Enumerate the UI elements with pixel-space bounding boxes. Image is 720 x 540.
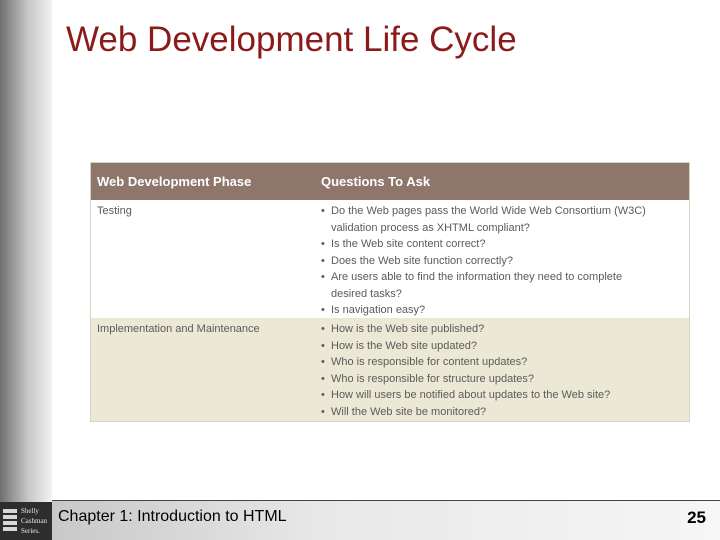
table-row	[91, 318, 689, 421]
list-item: • Who is responsible for content updates?	[321, 356, 528, 368]
list-item: • Is the Web site content correct?	[321, 238, 486, 250]
header-phase: Web Development Phase	[97, 174, 252, 189]
page-number: 25	[687, 508, 706, 527]
list-item: • How will users be notified about updates to the Web site?	[321, 389, 611, 401]
books-icon	[3, 509, 17, 535]
list-item: • Is navigation easy?	[321, 304, 426, 316]
header-questions: Questions To Ask	[321, 174, 431, 189]
list-item: • Does the Web site function correctly?	[321, 254, 513, 267]
list-item: • Who is responsible for structure updates?	[321, 372, 534, 385]
questions-list	[321, 321, 681, 420]
list-item: • Do the Web pages pass the World Wide Web Consortium (W3C) validation process as XHTML compliant?	[321, 205, 646, 234]
left-gradient-band	[0, 0, 52, 540]
questions-list	[321, 203, 681, 319]
series-logo	[0, 502, 52, 540]
phase-questions-table	[90, 162, 690, 422]
slide-title: Web Development Life Cycle	[66, 20, 517, 59]
phase-cell: Testing	[97, 205, 132, 217]
list-item: • How is the Web site published?	[321, 323, 485, 335]
logo-text: Shelly Cashman Series.	[21, 507, 48, 535]
list-item: • Will the Web site be monitored?	[321, 405, 487, 418]
footer-divider	[52, 500, 720, 501]
table-header-row	[91, 163, 689, 200]
footer-chapter: Chapter 1: Introduction to HTML	[58, 508, 287, 525]
table-row	[91, 200, 689, 318]
list-item: • How is the Web site updated?	[321, 339, 477, 352]
phase-cell: Implementation and Maintenance	[97, 323, 260, 335]
list-item: • Are users able to find the information they need to complete desired tasks?	[321, 271, 623, 300]
